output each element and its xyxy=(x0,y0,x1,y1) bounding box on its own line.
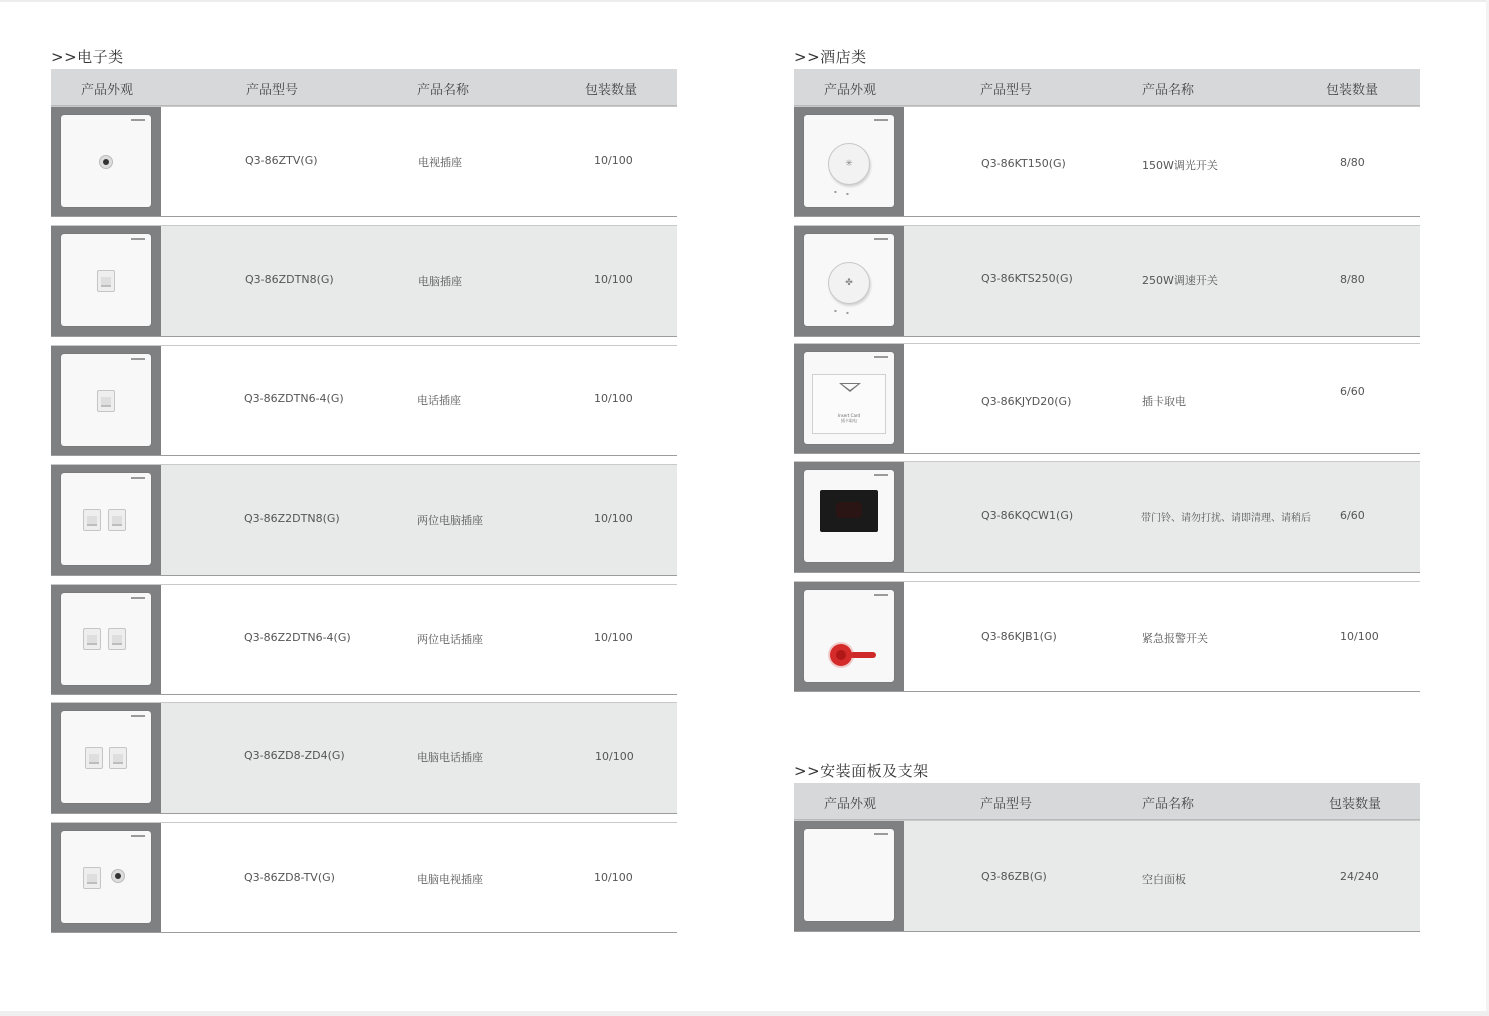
col-name: 产品名称 xyxy=(1142,83,1195,98)
product-qty: 8/80 xyxy=(1340,273,1365,286)
table-row[interactable] xyxy=(794,820,1420,932)
product-model: Q3-86KTS250(G) xyxy=(981,272,1073,285)
product-name: 插卡取电 xyxy=(1142,395,1186,408)
double-phone-socket-icon xyxy=(61,593,151,685)
product-image-cell xyxy=(51,226,161,336)
brand-mark-icon xyxy=(131,715,145,717)
rj11-port-icon xyxy=(109,747,127,769)
table-row[interactable] xyxy=(794,581,1420,692)
tv-socket-icon xyxy=(61,115,151,207)
rj11-port-icon xyxy=(83,628,101,650)
brand-mark-icon xyxy=(131,835,145,837)
dial-mark-icon: ▪ xyxy=(834,189,837,194)
dial-knob-icon xyxy=(828,262,870,304)
col-qty: 包装数量 xyxy=(1329,797,1382,812)
table-row[interactable] xyxy=(794,343,1420,454)
table-header xyxy=(794,783,1420,820)
brand-mark-icon xyxy=(131,597,145,599)
card-power-switch-icon xyxy=(804,352,894,444)
section-title-hotel: >>酒店类 xyxy=(794,48,867,66)
coax-port-icon xyxy=(99,155,113,169)
product-image-cell xyxy=(51,346,161,455)
table-row[interactable] xyxy=(794,225,1420,337)
doorbell-dnd-panel-icon xyxy=(804,470,894,562)
product-model: Q3-86KJYD20(G) xyxy=(981,395,1072,408)
product-model: Q3-86ZDTN6-4(G) xyxy=(244,392,344,405)
product-model: Q3-86ZDTN8(G) xyxy=(245,273,334,286)
dial-mark-icon: ▪ xyxy=(834,308,837,313)
dial-mark-icon: ▪ xyxy=(846,310,849,315)
section-title-panel: >>安装面板及支架 xyxy=(794,762,929,780)
product-name: 带门铃、请勿打扰、请即清理、请稍后 xyxy=(1141,513,1311,524)
col-model: 产品型号 xyxy=(246,83,299,98)
pull-cord-icon xyxy=(850,652,876,658)
product-image-cell xyxy=(794,582,904,691)
product-qty: 10/100 xyxy=(594,273,633,286)
col-appearance: 产品外观 xyxy=(824,83,877,98)
brand-mark-icon xyxy=(874,833,888,835)
product-model: Q3-86ZD8-TV(G) xyxy=(244,871,335,884)
brand-mark-icon xyxy=(131,119,145,121)
product-image-cell xyxy=(794,107,904,216)
product-qty: 6/60 xyxy=(1340,385,1365,398)
dimmer-switch-icon xyxy=(804,115,894,207)
product-image-cell xyxy=(51,703,161,813)
product-model: Q3-86ZD8-ZD4(G) xyxy=(244,749,345,762)
brand-mark-icon xyxy=(131,358,145,360)
product-model: Q3-86KJB1(G) xyxy=(981,630,1057,643)
col-appearance: 产品外观 xyxy=(81,83,134,98)
product-name: 空白面板 xyxy=(1142,873,1186,886)
section-title-electronic: >>电子类 xyxy=(51,48,124,66)
col-model: 产品型号 xyxy=(980,797,1033,812)
insert-arrow-icon xyxy=(839,383,861,392)
product-qty: 10/100 xyxy=(1340,630,1379,643)
product-model: Q3-86Z2DTN8(G) xyxy=(244,512,340,525)
brand-mark-icon xyxy=(131,238,145,240)
product-name: 电脑插座 xyxy=(418,275,462,288)
product-name: 两位电话插座 xyxy=(417,633,483,646)
product-qty: 10/100 xyxy=(594,392,633,405)
card-text-en: Insert Card xyxy=(837,413,861,418)
brand-mark-icon xyxy=(131,477,145,479)
coax-port-icon xyxy=(111,869,125,883)
card-slot-icon xyxy=(812,374,886,434)
product-image-cell xyxy=(51,465,161,575)
brand-mark-icon xyxy=(874,594,888,596)
product-model: Q3-86KT150(G) xyxy=(981,157,1066,170)
computer-phone-socket-icon xyxy=(61,711,151,803)
col-name: 产品名称 xyxy=(1142,797,1195,812)
hotel-section xyxy=(794,46,1420,696)
brand-mark-icon xyxy=(874,119,888,121)
col-appearance: 产品外观 xyxy=(824,797,877,812)
product-name: 150W调光开关 xyxy=(1142,159,1218,172)
product-model: Q3-86ZB(G) xyxy=(981,870,1047,883)
product-name: 250W调速开关 xyxy=(1142,274,1218,287)
col-qty: 包装数量 xyxy=(585,83,638,98)
product-name: 紧急报警开关 xyxy=(1142,632,1208,645)
table-row[interactable] xyxy=(51,702,677,814)
computer-socket-icon xyxy=(61,234,151,326)
product-image-cell xyxy=(794,226,904,336)
card-text-zh: 插卡取电 xyxy=(841,418,857,423)
page-bottom-edge xyxy=(0,1011,1489,1016)
fan-speed-switch-icon xyxy=(804,234,894,326)
electronic-section xyxy=(51,46,677,936)
table-row[interactable] xyxy=(51,345,677,456)
emergency-alarm-switch-icon xyxy=(804,590,894,682)
table-row[interactable] xyxy=(51,822,677,933)
product-qty: 10/100 xyxy=(594,631,633,644)
product-qty: 10/100 xyxy=(594,154,633,167)
brand-mark-icon xyxy=(874,238,888,240)
table-row[interactable] xyxy=(51,584,677,695)
blank-panel-icon xyxy=(804,829,894,921)
product-model: Q3-86ZTV(G) xyxy=(245,154,318,167)
product-image-cell xyxy=(794,821,904,931)
computer-tv-socket-icon xyxy=(61,831,151,923)
product-name: 电脑电话插座 xyxy=(417,751,483,764)
product-image-cell xyxy=(51,823,161,932)
product-qty: 10/100 xyxy=(594,871,633,884)
rj45-port-icon xyxy=(108,509,126,531)
table-row[interactable] xyxy=(51,464,677,576)
dial-mark-icon: ▪ xyxy=(846,191,849,196)
fan-glyph-icon: ✤ xyxy=(845,278,853,288)
col-qty: 包装数量 xyxy=(1326,83,1379,98)
product-qty: 10/100 xyxy=(595,750,634,763)
rj45-port-icon xyxy=(97,270,115,292)
rj45-port-icon xyxy=(83,867,101,889)
light-glyph-icon: ✳ xyxy=(845,159,853,169)
product-name: 两位电脑插座 xyxy=(417,514,483,527)
brand-mark-icon xyxy=(874,474,888,476)
table-row[interactable] xyxy=(794,106,1420,217)
page-top-edge xyxy=(0,0,1489,2)
table-header xyxy=(51,69,677,106)
col-model: 产品型号 xyxy=(980,83,1033,98)
brand-mark-icon xyxy=(874,356,888,358)
product-name: 电视插座 xyxy=(418,156,462,169)
product-image-cell xyxy=(794,462,904,572)
rj11-port-icon xyxy=(108,628,126,650)
col-name: 产品名称 xyxy=(417,83,470,98)
product-model: Q3-86KQCW1(G) xyxy=(981,509,1074,522)
table-row[interactable] xyxy=(51,106,677,217)
product-model: Q3-86Z2DTN6-4(G) xyxy=(244,631,351,644)
product-qty: 8/80 xyxy=(1340,156,1365,169)
rj45-port-icon xyxy=(85,747,103,769)
rj11-port-icon xyxy=(97,390,115,412)
panel-section xyxy=(794,760,1420,935)
touch-panel-icon xyxy=(820,490,878,532)
dial-knob-icon xyxy=(828,143,870,185)
rj45-port-icon xyxy=(83,509,101,531)
product-name: 电脑电视插座 xyxy=(417,873,483,886)
alarm-button-icon xyxy=(830,644,852,666)
product-qty: 24/240 xyxy=(1340,870,1379,883)
table-row[interactable] xyxy=(794,461,1420,573)
product-image-cell xyxy=(794,344,904,453)
product-image-cell xyxy=(51,585,161,694)
product-qty: 6/60 xyxy=(1340,509,1365,522)
double-computer-socket-icon xyxy=(61,473,151,565)
phone-socket-icon xyxy=(61,354,151,446)
table-header xyxy=(794,69,1420,106)
table-row[interactable] xyxy=(51,225,677,337)
product-name: 电话插座 xyxy=(417,394,461,407)
product-qty: 10/100 xyxy=(594,512,633,525)
card-slot-label xyxy=(813,413,885,423)
product-image-cell xyxy=(51,107,161,216)
